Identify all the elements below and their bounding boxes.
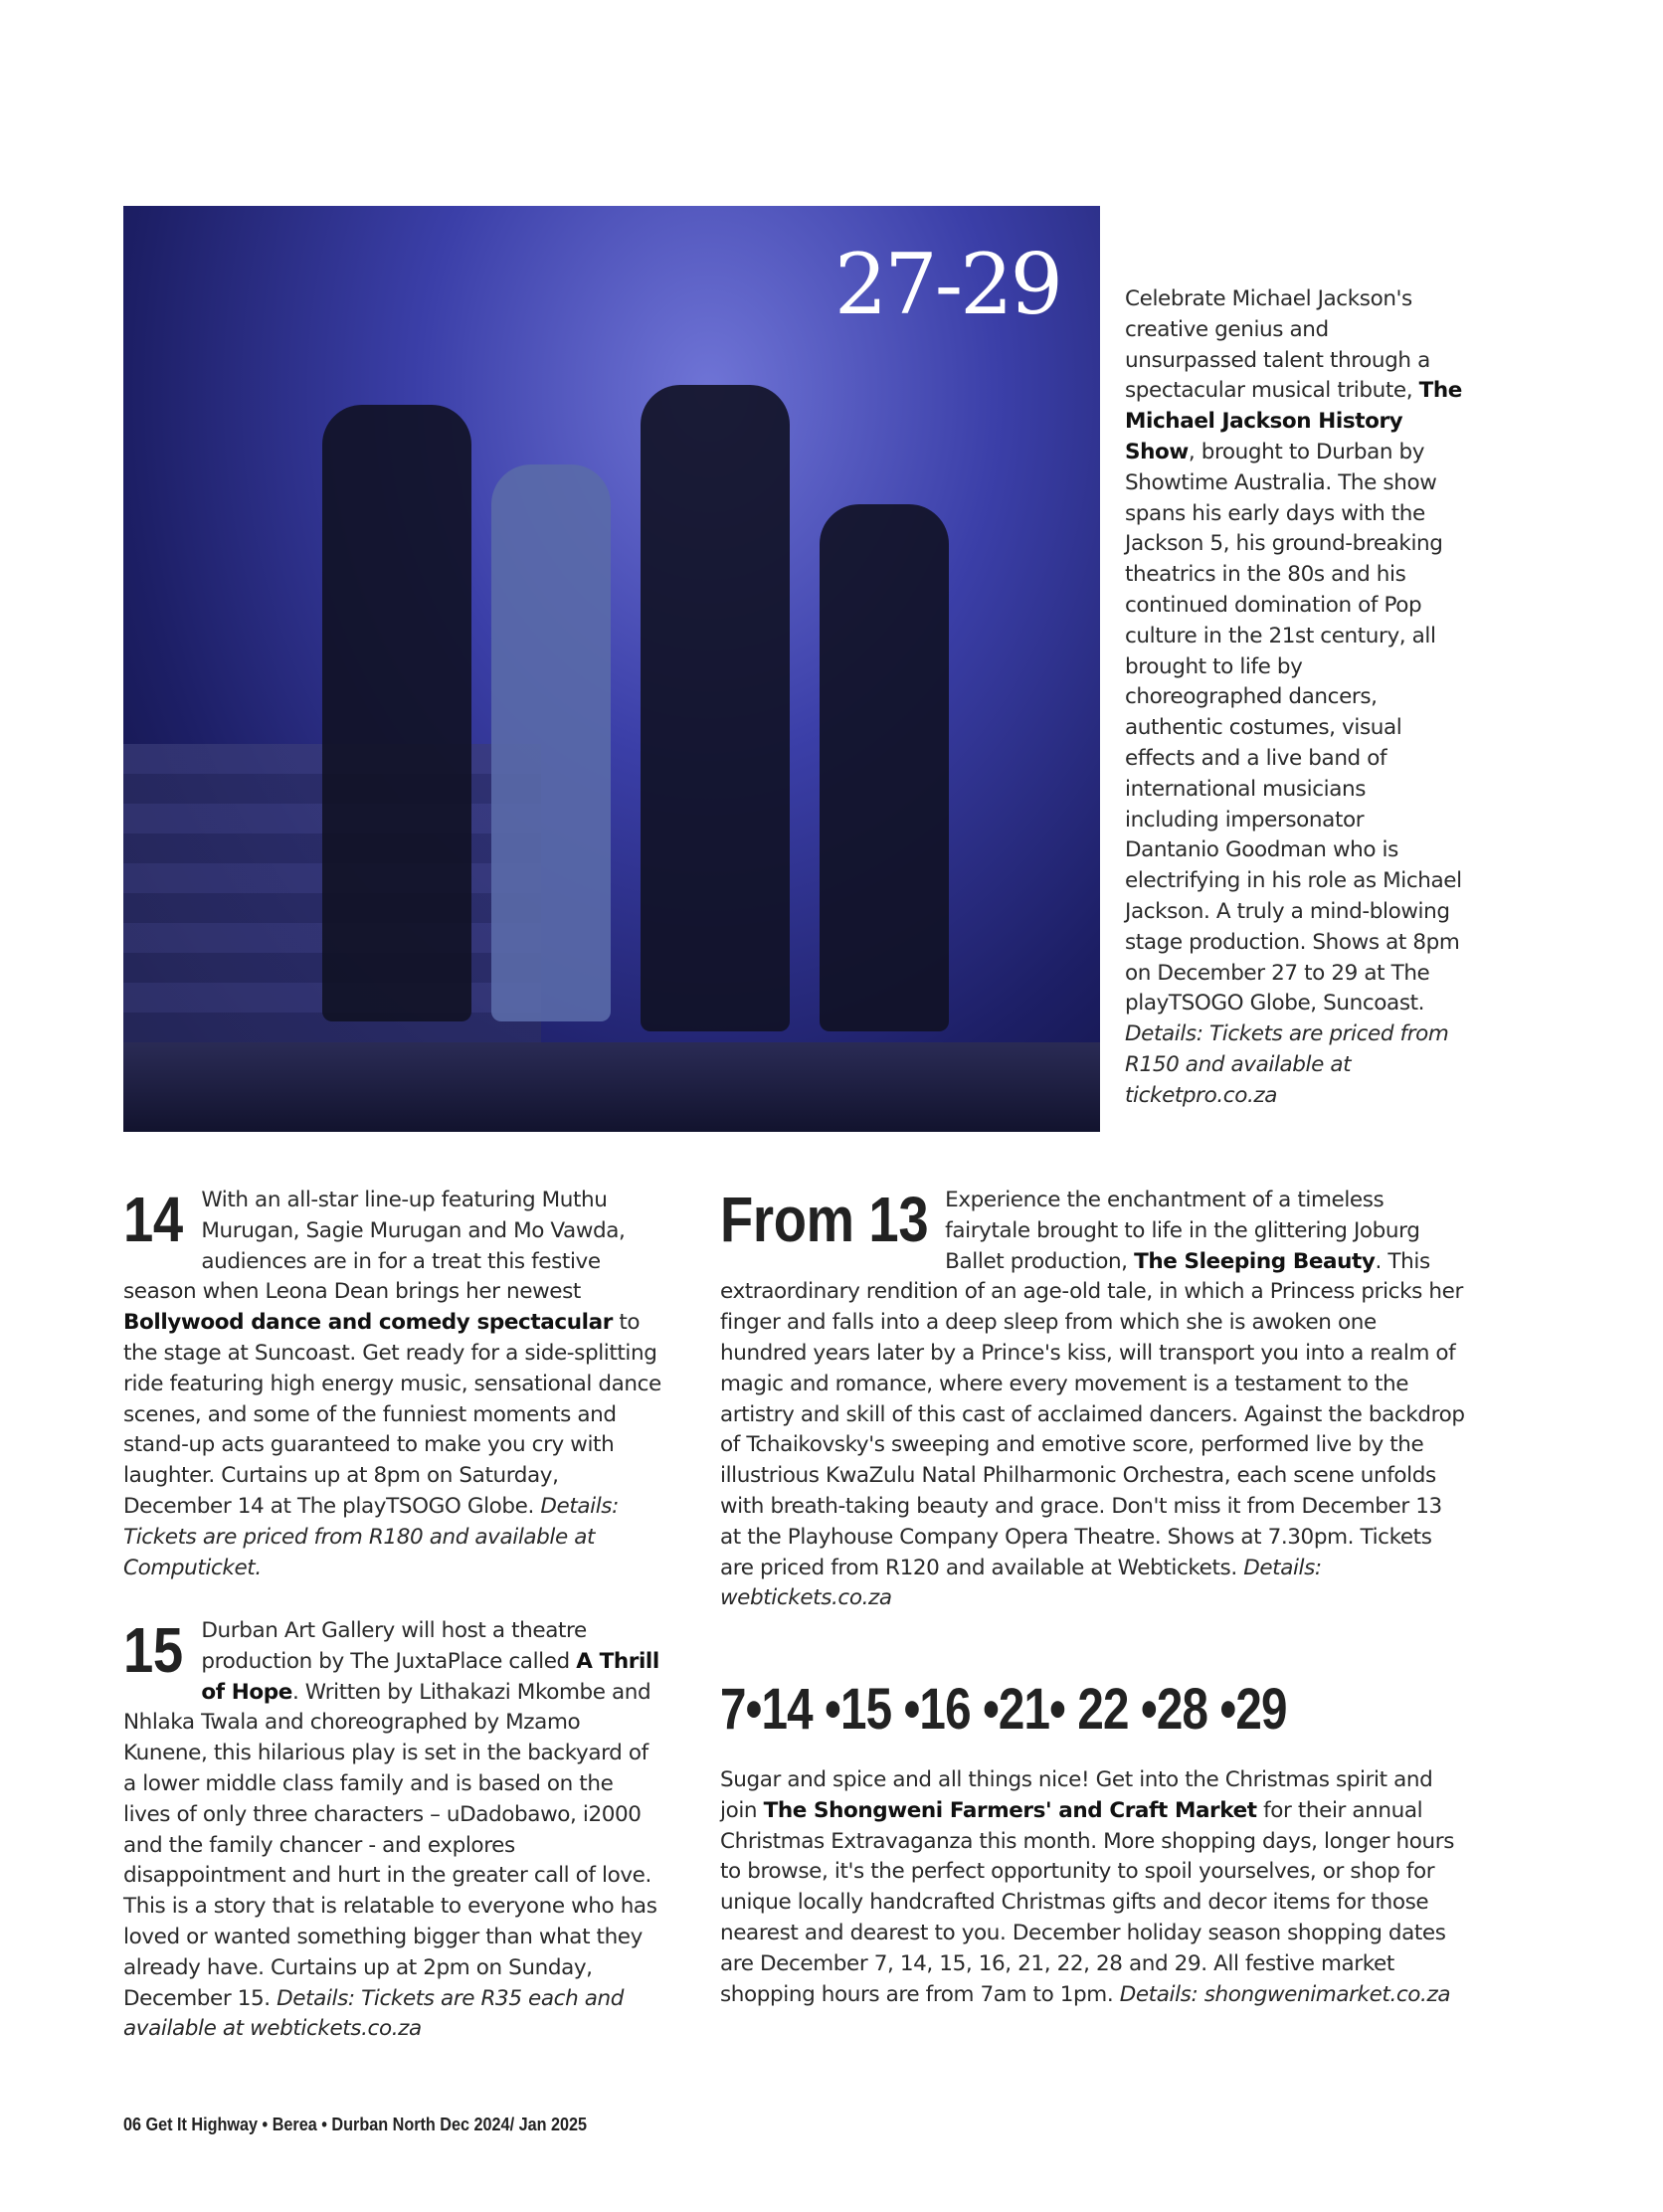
article-details: Details: webtickets.co.za [720, 1555, 1322, 1611]
article-text: Celebrate Michael Jackson's creative genius and unsurpassed talent through a spectacular musical tribute, [1125, 286, 1430, 404]
show-title: Bollywood dance and comedy spectacular [123, 1310, 613, 1336]
shongweni-market-article [720, 1765, 1466, 2010]
article-text: Experience the enchantment of a timeless fairytale brought to life in the glittering Joburg Ballet production, [945, 1188, 1420, 1274]
sleeping-beauty-article [720, 1186, 1466, 1614]
event-date: 14 [123, 1184, 183, 1255]
page-footer: 06 Get It Highway • Berea • Durban North Dec 2024/ Jan 2025 [123, 2115, 588, 2134]
dancer-figure [322, 405, 471, 1021]
article-text: Durban Art Gallery will host a theatre production by The JuxtaPlace called [201, 1618, 587, 1674]
event-date: From 13 [720, 1184, 929, 1255]
performer-figure [641, 385, 790, 1031]
dancer-figure [491, 464, 611, 1021]
article-text: . Written by Lithakazi Mkombe and Nhlaka Twala and choreographed by Mzamo Kunene, this hilarious play is set in the backyard of a lower middle class family and is based on the lives of only three characters – uDadobawo, i2000 and the family chancer - and explores disappointment and hurt in the greater call of love. This is a story that is relatable to everyone who has loved or wanted something bigger than what they already have. Curtains up at 2pm on Sunday, December 15. [123, 1679, 657, 2011]
article-text: for their annual Christmas Extravaganza this month. More shopping days, longer hours to browse, it's the perfect opportunity to spoil yourselves, or shop for unique locally handcrafted Christmas gifts and decor items for those nearest and dearest to you. December holiday season shopping dates are December 7, 14, 15, 16, 21, 22, 28 and 29. All festive market shopping hours are from 7am to 1pm. [720, 1797, 1455, 2007]
market-dates-heading: 7•14 •15 •16 •21• 22 •28 •29 [720, 1677, 1287, 1742]
thrill-of-hope-article [123, 1616, 665, 2045]
bollywood-article [123, 1186, 665, 1583]
stage-floor [123, 1042, 1100, 1132]
show-title: The Sleeping Beauty [1134, 1248, 1376, 1274]
market-name: The Shongweni Farmers' and Craft Market [763, 1797, 1257, 1823]
show-title: The Michael Jackson History Show [1125, 378, 1462, 464]
article-details: Details: Tickets are priced from R150 and available at ticketpro.co.za [1125, 1021, 1449, 1108]
article-details: Details: Tickets are priced from R180 and available at Computicket. [123, 1493, 619, 1580]
event-date: 27-29 [833, 236, 1060, 333]
article-text: , brought to Durban by Showtime Australia. The show spans his early days with the Jackson 5, his ground-breaking theatrics in the 80s and his continued domination of Pop culture in the 21st century, all brought to life by choreographed dancers, authentic costumes, visual effects and a live band of international musicians including impersonator Dantanio Goodman who is electrifying in his role as Michael Jackson. A truly a mind-blowing stage production. Shows at 8pm on December 27 to 29 at The playTSOGO Globe, Suncoast. [1125, 439, 1462, 1016]
event-date: 15 [123, 1614, 183, 1686]
article-details: Details: Tickets are R35 each and available at webtickets.co.za [123, 1985, 624, 2042]
stage-performance-photo [123, 206, 1100, 1132]
show-title: A Thrill of Hope [201, 1648, 659, 1705]
article-text: . This extraordinary rendition of an age-old tale, in which a Princess pricks her finger and falls into a deep sleep from which she is awoken one hundred years later by a Prince's kiss, will transport you into a realm of magic and romance, where every movement is a testament to the artistry and skill of this cast of acclaimed dancers. Against the backdrop of Tchaikovsky's sweeping and emotive score, performed live by the illustrious KwaZulu Natal Philharmonic Orchestra, each scene unfolds with breath-taking beauty and grace. Don't miss it from December 13 at the Playhouse Company Opera Theatre. Shows at 7.30pm. Tickets are priced from R120 and available at Webtickets. [720, 1248, 1465, 1580]
article-details: Details: shongwenimarket.co.za [1119, 1981, 1451, 2007]
article-text: Sugar and spice and all things nice! Get into the Christmas spirit and join [720, 1767, 1433, 1823]
article-text: to the stage at Suncoast. Get ready for a side-splitting ride featuring high energy music, sensational dance scenes, and some of the funniest moments and stand-up acts guaranteed to make you cry with laughter. Curtains up at 8pm on Saturday, December 14 at The playTSOGO Globe. [123, 1310, 661, 1519]
dancer-figure [820, 504, 949, 1031]
michael-jackson-article [1125, 284, 1463, 1112]
article-text: With an all-star line-up featuring Muthu Murugan, Sagie Murugan and Mo Vawda, audiences are in for a treat this festive season when Leona Dean brings her newest [123, 1188, 626, 1305]
